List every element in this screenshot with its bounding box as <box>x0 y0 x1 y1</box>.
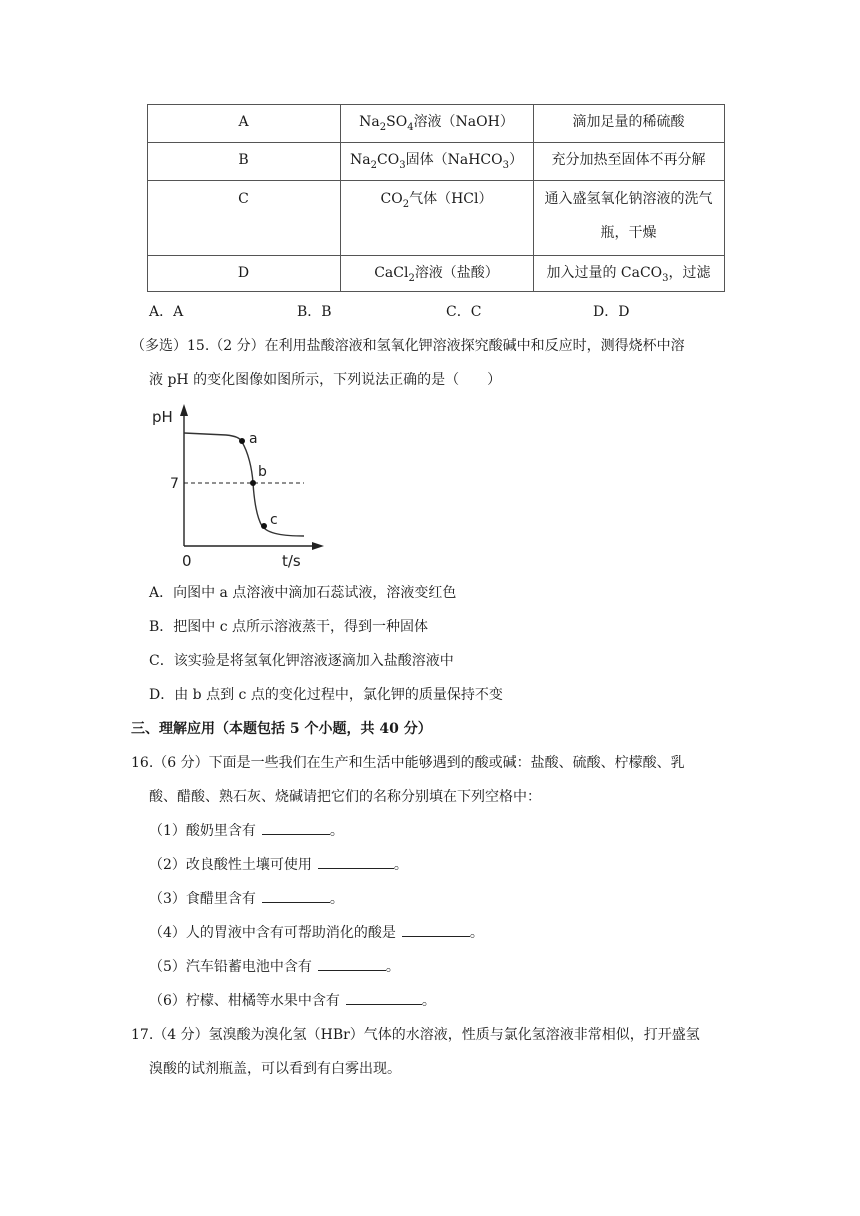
point-c <box>261 523 267 529</box>
q16-blank-1[interactable] <box>262 820 330 835</box>
row-a-substance: $Na_2SO_4$溶液（NaOH） <box>359 114 514 133</box>
row-d-method: 加入过量的 CaCO$_3$，过滤 <box>546 265 711 284</box>
y-tick-7: 7 <box>170 476 179 492</box>
q16-item-6: （6）柠檬、柑橘等水果中含有 。 <box>149 990 436 1010</box>
row-a-method: 滴加足量的稀硫酸 <box>572 114 685 130</box>
point-b-label: b <box>258 464 267 480</box>
q16-blank-5[interactable] <box>318 956 386 971</box>
section-3-heading: 三、理解应用（本题包括 5 个小题，共 40 分） <box>131 721 432 737</box>
q16-blank-6[interactable] <box>346 990 422 1005</box>
origin-label: 0 <box>182 552 192 570</box>
ph-graph <box>148 398 330 570</box>
q14-option-b: B．B <box>297 304 332 320</box>
q16-blank-2[interactable] <box>318 854 394 869</box>
row-c-substance: $CO_2$气体（HCl） <box>380 191 493 210</box>
q17-stem-line1: 17.（4 分）氢溴酸为溴化氢（HBr）气体的水溶液，性质与氯化氢溶液非常相似，打开盛氢 <box>131 1027 700 1043</box>
row-c-method-line2: 瓶，干燥 <box>600 225 657 241</box>
q14-option-a: A．A <box>149 304 184 320</box>
row-b-method: 充分加热至固体不再分解 <box>551 152 706 168</box>
row-b-substance: $Na_2CO_3$固体（NaHCO$_3$） <box>350 152 523 171</box>
q17-stem-line2: 溴酸的试剂瓶盖，可以看到有白雾出现。 <box>149 1061 401 1077</box>
q16-item-2: （2）改良酸性土壤可使用 。 <box>149 854 408 874</box>
point-a <box>239 438 245 444</box>
q16-item-1: （1）酸奶里含有 。 <box>149 820 344 840</box>
q16-stem-line2: 酸、醋酸、熟石灰、烧碱请把它们的名称分别填在下列空格中： <box>149 789 541 805</box>
q15-option-c: C．该实验是将氢氧化钾溶液逐滴加入盐酸溶液中 <box>149 653 454 669</box>
q15-stem-line2: 液 pH 的变化图像如图所示，下列说法正确的是（ ） <box>149 372 502 388</box>
q15-option-a: A．向图中 a 点溶液中滴加石蕊试液，溶液变红色 <box>149 585 457 601</box>
q14-option-d: D．D <box>593 304 630 320</box>
row-b-label: B <box>238 152 249 168</box>
point-a-label: a <box>249 431 258 447</box>
row-c-label: C <box>238 191 249 207</box>
point-c-label: c <box>270 512 278 528</box>
q15-option-d: D．由 b 点到 c 点的变化过程中，氯化钾的质量保持不变 <box>149 687 503 703</box>
q16-blank-3[interactable] <box>262 888 330 903</box>
row-d-substance: CaCl$_2$溶液（盐酸） <box>374 265 499 284</box>
q15-stem-line1: （多选）15.（2 分）在利用盐酸溶液和氢氧化钾溶液探究酸碱中和反应时，测得烧杯中溶 <box>131 338 685 354</box>
q15-option-b: B．把图中 c 点所示溶液蒸干，得到一种固体 <box>149 619 429 635</box>
q16-stem-line1: 16.（6 分）下面是一些我们在生产和生活中能够遇到的酸或碱：盐酸、硫酸、柠檬酸、乳 <box>131 755 685 771</box>
row-d-label: D <box>237 265 250 281</box>
q16-item-4: （4）人的胃液中含有可帮助消化的酸是 。 <box>149 922 484 942</box>
q16-blank-4[interactable] <box>402 922 470 937</box>
q16-item-5: （5）汽车铅蓄电池中含有 。 <box>149 956 400 976</box>
purification-table <box>147 104 725 292</box>
x-axis-label: t/s <box>282 552 301 570</box>
row-c-method-line1: 通入盛氢氧化钠溶液的洗气 <box>544 191 713 207</box>
point-b <box>250 480 256 486</box>
q16-item-3: （3）食醋里含有 。 <box>149 888 344 908</box>
y-axis-label: pH <box>152 408 173 426</box>
q14-option-c: C．C <box>446 304 482 320</box>
row-a-label: A <box>238 114 249 130</box>
